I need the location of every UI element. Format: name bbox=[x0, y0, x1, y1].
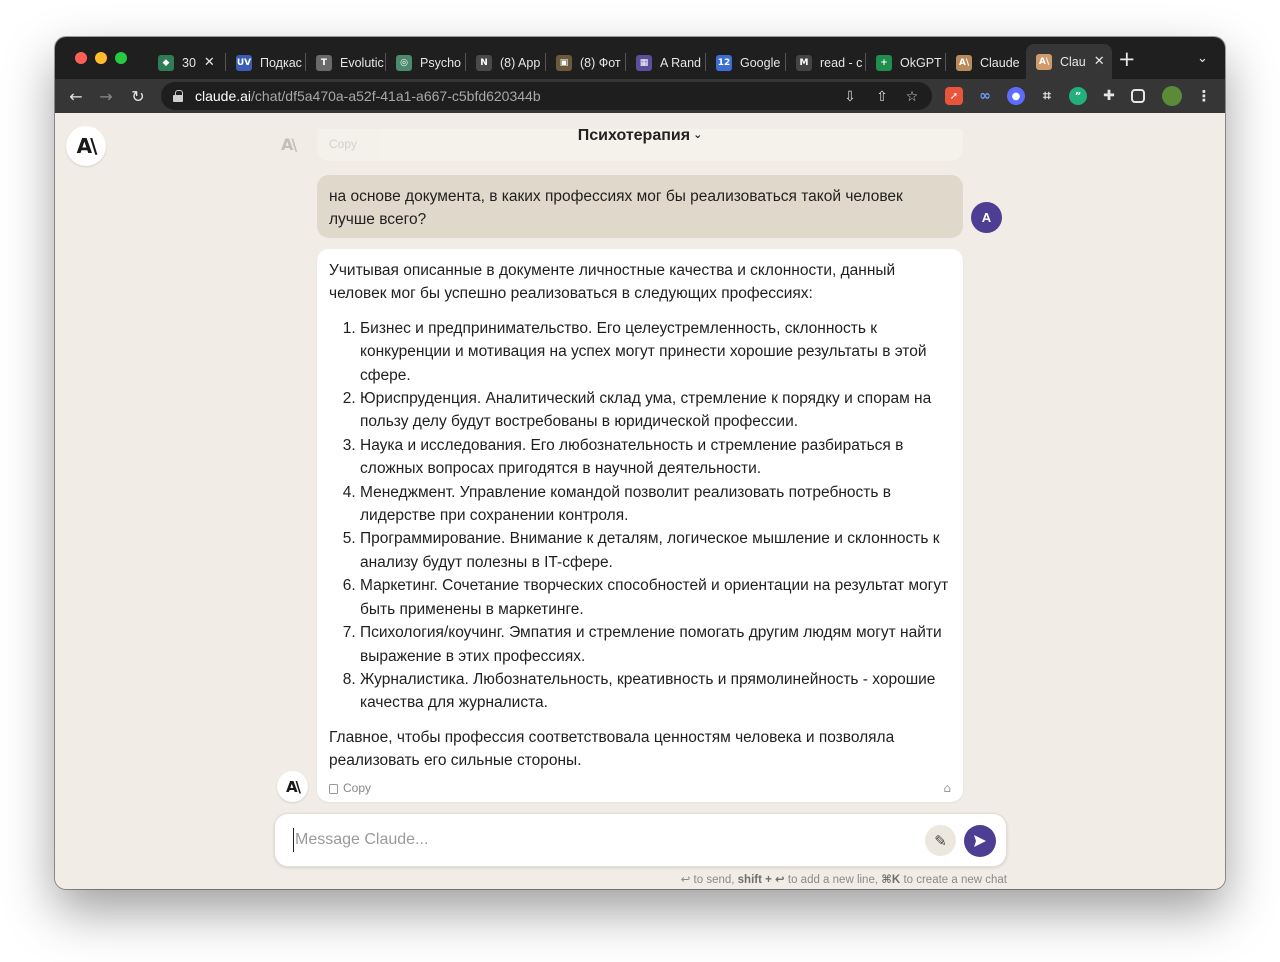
tab-search-chevron-icon[interactable]: ⌄ bbox=[1197, 51, 1208, 66]
anthropic-logo-icon[interactable]: A\ bbox=[66, 126, 106, 166]
notion-icon: N bbox=[476, 55, 492, 71]
chat-title-button[interactable] bbox=[55, 127, 1225, 145]
tab-title: A Rand bbox=[660, 55, 702, 70]
tab-separator bbox=[465, 53, 466, 71]
tab-title: Clau bbox=[1060, 54, 1086, 69]
tab-8[interactable] bbox=[786, 46, 866, 79]
tab-separator bbox=[705, 53, 706, 71]
maximize-window-button[interactable] bbox=[115, 52, 127, 64]
extension-bot-icon[interactable]: ● bbox=[1007, 87, 1025, 105]
tab-separator bbox=[785, 53, 786, 71]
list-item: 6. Маркетинг. Сочетание творческих способностей и ориентации на результат могут быть применены в маркетинге. bbox=[360, 574, 951, 621]
sheets-icon: + bbox=[876, 55, 892, 71]
claude-app bbox=[55, 113, 1225, 889]
share-icon[interactable]: ⇧ bbox=[876, 89, 888, 105]
bookmark-star-icon[interactable]: ☆ bbox=[905, 89, 919, 105]
send-button[interactable] bbox=[964, 825, 996, 857]
user-avatar[interactable]: A bbox=[971, 202, 1002, 233]
tab-title: (8) Фот bbox=[580, 55, 621, 70]
tab-title: Подкас bbox=[260, 55, 302, 70]
message-actions bbox=[329, 777, 951, 793]
hint-newchat: to create a new chat bbox=[903, 874, 1007, 886]
anthropic-icon: A\ bbox=[1036, 54, 1052, 70]
extension-quote-icon[interactable]: ” bbox=[1069, 87, 1087, 105]
picture-icon: ▦ bbox=[636, 55, 652, 71]
tab-separator bbox=[945, 53, 946, 71]
tab-6[interactable] bbox=[626, 46, 706, 79]
tab-7[interactable] bbox=[706, 46, 786, 79]
user-message-text: на основе документа, в каких профессиях мог бы реализоваться такой человек лучше всего? bbox=[329, 188, 903, 228]
tab-0[interactable] bbox=[148, 46, 226, 79]
url-host: claude.ai bbox=[195, 88, 252, 104]
tab-title: read - c bbox=[820, 55, 863, 70]
assistant-avatar-icon: A\ bbox=[277, 771, 308, 802]
profession-list bbox=[360, 317, 951, 715]
list-item: 2. Юриспруденция. Аналитический склад ума, стремление к порядку и спорам на пользу делу будут востребованы в юридической профессии. bbox=[360, 387, 951, 434]
send-arrow-icon bbox=[972, 833, 988, 849]
tab-separator bbox=[865, 53, 866, 71]
close-icon[interactable]: ✕ bbox=[203, 55, 215, 70]
extension-link-icon[interactable]: ∞ bbox=[979, 88, 991, 104]
extension-rocket-icon[interactable]: ➚ bbox=[945, 87, 963, 105]
tab-2[interactable] bbox=[306, 46, 386, 79]
assistant-intro: Учитывая описанные в документе личностные качества и склонности, данный человек мог бы успешно реализоваться в следующих профессиях: bbox=[329, 262, 896, 303]
podcast-icon: UV bbox=[236, 55, 252, 71]
list-item: 8. Журналистика. Любознательность, креативность и прямолинейность - хорошие качества для журналиста. bbox=[360, 668, 951, 715]
copy-icon bbox=[329, 784, 338, 794]
install-app-icon[interactable]: ⇩ bbox=[844, 89, 856, 105]
back-arrow-icon[interactable]: ← bbox=[69, 86, 83, 106]
thumbs-down-icon[interactable]: ⌂ bbox=[943, 781, 951, 795]
hint-cmdk: ⌘K bbox=[881, 874, 901, 886]
forward-arrow-icon[interactable]: → bbox=[99, 86, 113, 106]
dropbox-icon: ◆ bbox=[158, 55, 174, 71]
tab-title: 30 bbox=[182, 55, 196, 70]
openai-icon: ◎ bbox=[396, 55, 412, 71]
side-panel-icon[interactable] bbox=[1131, 89, 1145, 103]
user-message bbox=[317, 175, 963, 238]
copy-label: Copy bbox=[343, 781, 372, 795]
extensions-puzzle-icon[interactable]: ✚ bbox=[1103, 88, 1115, 104]
url-text bbox=[195, 88, 541, 104]
hint-send: ↩ to send, bbox=[680, 874, 735, 886]
tab-11[interactable] bbox=[1026, 44, 1112, 79]
previous-assistant-avatar-icon: A\ bbox=[281, 135, 296, 154]
list-item: 3. Наука и исследования. Его любознательность и стремление разбираться в сложных вопросах пригодятся в научной деятельности. bbox=[360, 434, 951, 481]
composer-hint bbox=[681, 872, 1007, 886]
url-path: /chat/df5a470a-a52f-41a1-a667-c5bfd620344b bbox=[251, 88, 541, 104]
tab-9[interactable] bbox=[866, 46, 946, 79]
list-item: 4. Менеджмент. Управление командой позволит реализовать потребность в лидерстве при сохранении контроля. bbox=[360, 481, 951, 528]
previous-copy-label: Copy bbox=[329, 137, 358, 151]
list-item: 1. Бизнес и предпринимательство. Его целеустремленность, склонность к конкуренции и мотивация на успех могут принести хорошие результаты в этой сфере. bbox=[360, 317, 951, 387]
tab-separator bbox=[225, 53, 226, 71]
assistant-message bbox=[317, 249, 963, 802]
assistant-outro: Главное, чтобы профессия соответствовала ценностям человека и позволяла реализовать его сильные стороны. bbox=[329, 728, 895, 770]
tab-title: (8) App bbox=[500, 55, 541, 70]
hint-shift: shift + ↩ bbox=[737, 874, 785, 886]
list-item: 7. Психология/коучинг. Эмпатия и стремление помогать другим людям могут найти выражение в этих профессиях. bbox=[360, 621, 951, 668]
browser-menu-icon[interactable]: ⋮ bbox=[1196, 87, 1212, 105]
calendar-icon: 12 bbox=[716, 55, 732, 71]
tab-title: OkGPT bbox=[900, 55, 942, 70]
typeform-icon: T bbox=[316, 55, 332, 71]
tab-3[interactable] bbox=[386, 46, 466, 79]
close-icon[interactable]: ✕ bbox=[1093, 54, 1105, 69]
tab-title: Psycho bbox=[420, 55, 461, 70]
chevron-down-icon: ⌄ bbox=[693, 128, 703, 141]
copy-button[interactable] bbox=[329, 777, 371, 800]
attach-paperclip-icon[interactable]: ✎ bbox=[925, 825, 956, 856]
anthropic-icon: A\ bbox=[956, 55, 972, 71]
browser-toolbar bbox=[55, 79, 1225, 113]
gmail-icon: M bbox=[796, 55, 812, 71]
reload-icon[interactable]: ↻ bbox=[131, 86, 145, 106]
tab-5[interactable] bbox=[546, 46, 626, 79]
new-tab-button[interactable]: + bbox=[1118, 47, 1136, 71]
hint-newline: to add a new line, bbox=[787, 874, 879, 886]
tab-title: Claude bbox=[980, 55, 1020, 70]
tab-title: Google bbox=[740, 55, 781, 70]
lock-icon bbox=[173, 90, 183, 102]
tab-separator bbox=[385, 53, 386, 71]
address-bar[interactable] bbox=[161, 82, 932, 110]
browser-window bbox=[55, 37, 1225, 889]
photo-icon: ▣ bbox=[556, 55, 572, 71]
tab-strip bbox=[55, 37, 1225, 79]
tab-separator bbox=[625, 53, 626, 71]
minimize-window-button[interactable] bbox=[95, 52, 107, 64]
tab-4[interactable] bbox=[466, 46, 546, 79]
tab-separator bbox=[305, 53, 306, 71]
tab-10[interactable] bbox=[946, 46, 1026, 79]
profile-avatar-icon[interactable] bbox=[1162, 86, 1182, 106]
message-composer bbox=[274, 813, 1007, 867]
list-item: 5. Программирование. Внимание к деталям, логическое мышление и склонность к анализу будут полезны в IT-сфере. bbox=[360, 527, 951, 574]
tab-1[interactable] bbox=[226, 46, 306, 79]
tab-separator bbox=[545, 53, 546, 71]
close-window-button[interactable] bbox=[75, 52, 87, 64]
tab-title: Evolutic bbox=[340, 55, 384, 70]
extension-crop-icon[interactable]: ⌗ bbox=[1043, 88, 1051, 104]
message-input[interactable] bbox=[293, 828, 913, 852]
chat-title-text: Психотерапия bbox=[577, 127, 691, 144]
